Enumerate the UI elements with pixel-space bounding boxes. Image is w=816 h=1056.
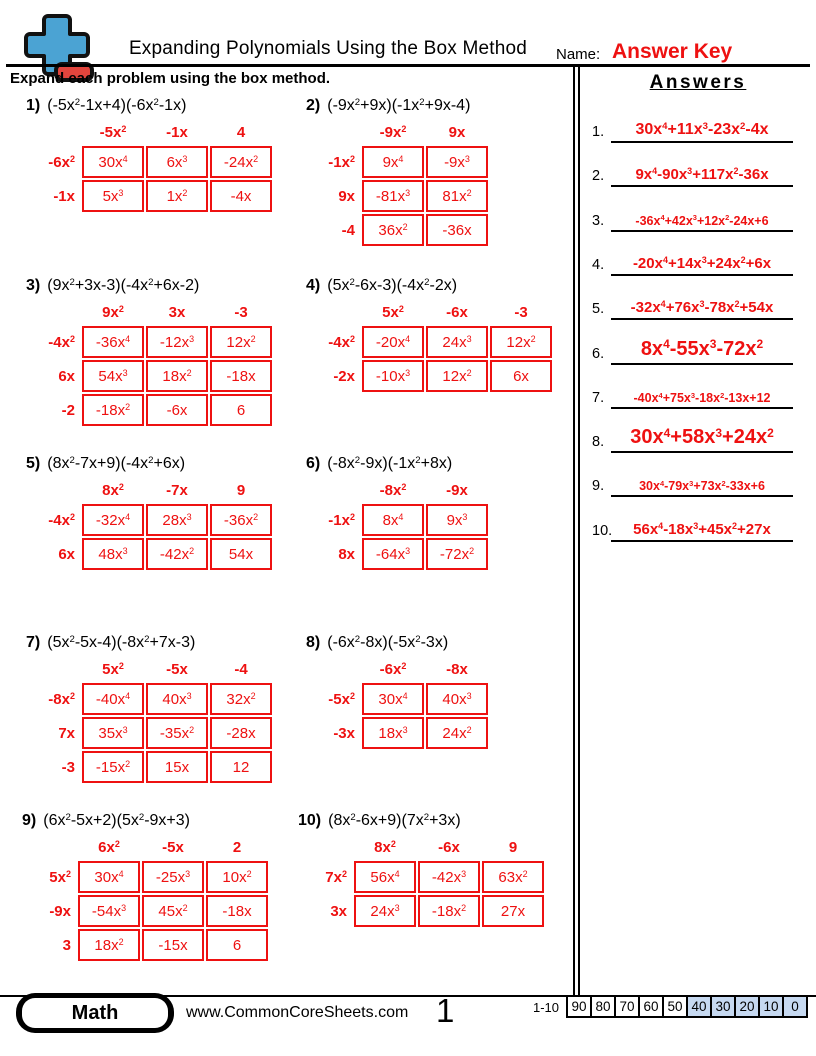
box-method-grid (298, 833, 546, 929)
answer-item-4 (586, 236, 808, 276)
grid-column-header: $8x^2$ (102, 481, 124, 499)
product-cell: $35x^3$ (82, 717, 144, 749)
problem-expression: $(-8x^2-9x)(-1x^2+8x)$ (327, 454, 453, 472)
product-cell: 54x (210, 538, 272, 570)
product-cell: $32x^2$ (210, 683, 272, 715)
grid-column-header: -6x (438, 838, 460, 856)
product-cell: $-18x^2$ (82, 394, 144, 426)
instruction-text: Expand each problem using the box method. (10, 70, 331, 87)
product-cell: 6 (210, 394, 272, 426)
problem-expression: $(-9x^2+9x)(-1x^2+9x-4)$ (327, 96, 471, 114)
answer-value: $30x^4+58x^3+24x^2$ (611, 426, 793, 453)
score-table (566, 995, 808, 1018)
problem-number: 7) (26, 634, 41, 651)
product-cell: $9x^3$ (426, 504, 488, 536)
grid-column-header: $8x^2$ (374, 838, 396, 856)
grid-column-header: $-5x^2$ (99, 123, 127, 141)
grid-row-header: $5x^2$ (49, 868, 71, 886)
grid-row-header: 8x (338, 545, 355, 563)
problem-number: 8) (306, 634, 321, 651)
grid-corner (28, 478, 80, 502)
grid-corner (28, 300, 80, 324)
product-cell: $-42x^3$ (418, 861, 480, 893)
problem-expression: $(-5x^2-1x+4)(-6x^2-1x)$ (47, 96, 187, 114)
product-cell: $12x^2$ (490, 326, 552, 358)
problem-expression: $(-6x^2-8x)(-5x^2-3x)$ (327, 633, 449, 651)
product-cell: $-42x^2$ (146, 538, 208, 570)
score-cell-80: 80 (591, 996, 615, 1017)
answer-value: $30x^4-79x^3+73x^2-33x+6$ (611, 479, 793, 497)
grid-row-header: 6x (58, 367, 75, 385)
answer-item-2 (586, 147, 808, 187)
grid-row-header: $-8x^2$ (48, 690, 75, 708)
problem-8 (306, 634, 578, 751)
grid-row-header: $7x^2$ (325, 868, 347, 886)
product-cell: $24x^2$ (426, 717, 488, 749)
product-cell: -36x (426, 214, 488, 246)
answers-heading: Answers (649, 72, 747, 93)
grid-row-header: -2x (333, 367, 355, 385)
header-rule (6, 64, 810, 67)
product-cell: -28x (210, 717, 272, 749)
product-cell: $30x^4$ (82, 146, 144, 178)
product-cell: $1x^2$ (146, 180, 208, 212)
grid-row-header: 7x (58, 724, 75, 742)
product-cell: $-54x^3$ (78, 895, 140, 927)
answer-number: 6. (592, 345, 605, 362)
grid-row-header: $-1x^2$ (328, 511, 355, 529)
problem-expression: $(6x^2-5x+2)(5x^2-9x+3)$ (43, 811, 190, 829)
product-cell: $56x^4$ (354, 861, 416, 893)
answer-item-5 (586, 280, 808, 320)
grid-row-header: $-4x^2$ (328, 333, 355, 351)
page-number: 1 (436, 992, 455, 1029)
grid-column-header: $5x^2$ (382, 303, 404, 321)
subject-badge-label: Math (22, 998, 168, 1028)
grid-column-header: -8x (446, 660, 468, 678)
problem-number: 4) (306, 277, 321, 294)
grid-row-header: -3x (333, 724, 355, 742)
name-label: Name: (556, 46, 601, 63)
grid-column-header: -7x (166, 481, 188, 499)
problem-number: 9) (22, 812, 37, 829)
grid-corner (308, 657, 360, 681)
product-cell: $-25x^3$ (142, 861, 204, 893)
grid-row-header: -1x (53, 187, 75, 205)
answer-number: 5. (592, 301, 605, 318)
box-method-grid (26, 476, 274, 572)
grid-column-header: $-6x^2$ (379, 660, 407, 678)
website-url: www.CommonCoreSheets.com (186, 1004, 409, 1021)
score-cell-10: 10 (759, 996, 783, 1017)
score-range-label: 1-10 (533, 1000, 560, 1015)
problem-statement (298, 812, 570, 830)
grid-row-header: 3x (330, 902, 347, 920)
answer-number: 9. (592, 478, 605, 495)
answer-item-1 (586, 103, 808, 143)
answer-value: $8x^4-55x^3-72x^2$ (611, 338, 793, 365)
problem-6 (306, 455, 578, 572)
box-method-grid (26, 118, 274, 214)
problem-1 (26, 97, 298, 214)
product-cell: 15x (146, 751, 208, 783)
problem-statement (26, 455, 298, 473)
box-method-grid (26, 298, 274, 428)
problem-statement (306, 97, 578, 115)
score-cell-30: 30 (711, 996, 735, 1017)
product-cell: $-10x^3$ (362, 360, 424, 392)
product-cell: $45x^2$ (142, 895, 204, 927)
answer-value: $30x^4+11x^3-23x^2-4x$ (611, 121, 793, 143)
product-cell: 12 (210, 751, 272, 783)
problem-number: 10) (298, 812, 322, 829)
score-cell-70: 70 (615, 996, 639, 1017)
product-cell: $-32x^4$ (82, 504, 144, 536)
grid-column-header: 9 (236, 481, 246, 499)
grid-row-header: $-1x^2$ (328, 153, 355, 171)
answer-value: $-32x^4+76x^3-78x^2+54x$ (611, 299, 793, 320)
product-cell: $18x^2$ (78, 929, 140, 961)
score-cell-90: 90 (567, 996, 591, 1017)
product-cell: $-35x^2$ (146, 717, 208, 749)
score-cell-20: 20 (735, 996, 759, 1017)
grid-column-header: $9x^2$ (102, 303, 124, 321)
product-cell: $28x^3$ (146, 504, 208, 536)
grid-column-header: $-8x^2$ (379, 481, 407, 499)
problem-statement (306, 634, 578, 652)
answer-number: 2. (592, 168, 605, 185)
grid-row-header: -2 (61, 401, 75, 419)
box-method-grid (306, 118, 490, 248)
grid-row-header: -9x (49, 902, 71, 920)
product-cell: $-72x^2$ (426, 538, 488, 570)
grid-column-header: $6x^2$ (98, 838, 120, 856)
grid-column-header: $5x^2$ (102, 660, 124, 678)
grid-row-header: 9x (338, 187, 355, 205)
problem-10 (298, 812, 570, 929)
grid-column-header: -6x (446, 303, 468, 321)
problem-statement (22, 812, 294, 830)
problem-expression: $(5x^2-6x-3)(-4x^2-2x)$ (327, 276, 458, 294)
product-cell: $48x^3$ (82, 538, 144, 570)
grid-corner (308, 300, 360, 324)
product-cell: $30x^4$ (362, 683, 424, 715)
answer-number: 4. (592, 256, 605, 273)
grid-corner (24, 835, 76, 859)
answer-item-9 (586, 457, 808, 497)
score-cell-0: 0 (783, 996, 807, 1017)
problem-expression: $(9x^2+3x-3)(-4x^2+6x-2)$ (47, 276, 200, 294)
problem-statement (26, 634, 298, 652)
product-cell: -15x (142, 929, 204, 961)
product-cell: $24x^3$ (426, 326, 488, 358)
problem-statement (306, 277, 578, 295)
answer-number: 7. (592, 389, 605, 406)
product-cell: $40x^3$ (146, 683, 208, 715)
product-cell: $-18x^2$ (418, 895, 480, 927)
answer-item-3 (586, 192, 808, 232)
product-cell: $6x^3$ (146, 146, 208, 178)
product-cell: 6x (490, 360, 552, 392)
answer-number: 1. (592, 124, 605, 140)
answer-value: $-20x^4+14x^3+24x^2+6x$ (611, 255, 793, 276)
grid-column-header: $-9x^2$ (379, 123, 407, 141)
product-cell: $10x^2$ (206, 861, 268, 893)
grid-corner (28, 120, 80, 144)
grid-row-header: 3 (62, 936, 71, 954)
grid-corner (300, 835, 352, 859)
box-method-grid (306, 476, 490, 572)
product-cell: $-20x^4$ (362, 326, 424, 358)
answer-number: 8. (592, 434, 605, 451)
problem-statement (306, 455, 578, 473)
score-cell-60: 60 (639, 996, 663, 1017)
product-cell: $8x^4$ (362, 504, 424, 536)
grid-row-header: $-4x^2$ (48, 333, 75, 351)
product-cell: -18x (206, 895, 268, 927)
product-cell: $5x^3$ (82, 180, 144, 212)
product-cell: $9x^4$ (362, 146, 424, 178)
problem-number: 6) (306, 455, 321, 472)
product-cell: $-40x^4$ (82, 683, 144, 715)
problem-4 (306, 277, 578, 394)
grid-column-header: 9 (508, 838, 518, 856)
grid-column-header: -3 (514, 303, 528, 321)
grid-column-header: -9x (446, 481, 468, 499)
answer-value: $9x^4-90x^3+117x^2-36x$ (611, 166, 793, 187)
name-value-answer-key: Answer Key (612, 40, 733, 63)
grid-column-header: -1x (166, 123, 188, 141)
product-cell: $-24x^2$ (210, 146, 272, 178)
problem-statement (26, 97, 298, 115)
grid-row-header: $-4x^2$ (48, 511, 75, 529)
answer-item-6 (586, 325, 808, 365)
product-cell: $18x^3$ (362, 717, 424, 749)
answer-number: 10. (592, 522, 613, 539)
product-cell: $-36x^2$ (210, 504, 272, 536)
product-cell: $-36x^4$ (82, 326, 144, 358)
product-cell: 27x (482, 895, 544, 927)
problem-number: 2) (306, 97, 321, 114)
problem-2 (306, 97, 578, 248)
grid-column-header: 4 (236, 123, 246, 141)
problem-5 (26, 455, 298, 572)
product-cell: $-12x^3$ (146, 326, 208, 358)
grid-column-header: 2 (232, 838, 242, 856)
answer-item-10 (586, 502, 808, 542)
score-cell-40: 40 (687, 996, 711, 1017)
answer-value: $-40x^4+75x^3-18x^2-13x+12$ (611, 391, 793, 409)
product-cell: $36x^2$ (362, 214, 424, 246)
problem-expression: $(8x^2-7x+9)(-4x^2+6x)$ (47, 454, 186, 472)
problem-number: 5) (26, 455, 41, 472)
grid-corner (28, 657, 80, 681)
product-cell: $12x^2$ (426, 360, 488, 392)
problem-expression: $(8x^2-6x+9)(7x^2+3x)$ (328, 811, 461, 829)
problem-9 (22, 812, 294, 963)
product-cell: 6 (206, 929, 268, 961)
grid-column-header: -4 (234, 660, 248, 678)
grid-column-header: 9x (448, 123, 466, 141)
grid-corner (308, 120, 360, 144)
product-cell: -18x (210, 360, 272, 392)
grid-row-header: -4 (341, 221, 355, 239)
product-cell: $-9x^3$ (426, 146, 488, 178)
grid-column-header: -5x (162, 838, 184, 856)
grid-row-header: $-6x^2$ (48, 153, 75, 171)
score-cell-50: 50 (663, 996, 687, 1017)
product-cell: $54x^3$ (82, 360, 144, 392)
problem-statement (26, 277, 298, 295)
product-cell: $18x^2$ (146, 360, 208, 392)
product-cell: $-15x^2$ (82, 751, 144, 783)
product-cell: $81x^2$ (426, 180, 488, 212)
problem-number: 3) (26, 277, 41, 294)
grid-row-header: 6x (58, 545, 75, 563)
answer-value: $-36x^4+42x^3+12x^2-24x+6$ (611, 214, 793, 232)
box-method-grid (306, 655, 490, 751)
page-title: Expanding Polynomials Using the Box Method (128, 38, 528, 59)
product-cell: $40x^3$ (426, 683, 488, 715)
box-method-grid (306, 298, 554, 394)
problem-number: 1) (26, 97, 41, 114)
grid-corner (308, 478, 360, 502)
answer-item-7 (586, 369, 808, 409)
answer-number: 3. (592, 212, 605, 229)
score-table-row (567, 996, 807, 1017)
grid-column-header: 3x (168, 303, 186, 321)
product-cell: $24x^3$ (354, 895, 416, 927)
answer-value: $56x^4-18x^3+45x^2+27x$ (611, 521, 793, 542)
product-cell: $30x^4$ (78, 861, 140, 893)
subject-badge (16, 993, 174, 1033)
answer-item-8 (586, 413, 808, 453)
problem-7 (26, 634, 298, 785)
box-method-grid (26, 655, 274, 785)
product-cell: -6x (146, 394, 208, 426)
product-cell: -4x (210, 180, 272, 212)
problem-3 (26, 277, 298, 428)
grid-row-header: $-5x^2$ (328, 690, 355, 708)
problem-expression: $(5x^2-5x-4)(-8x^2+7x-3)$ (47, 633, 196, 651)
product-cell: $-81x^3$ (362, 180, 424, 212)
grid-row-header: -3 (61, 758, 75, 776)
grid-column-header: -3 (234, 303, 248, 321)
product-cell: $12x^2$ (210, 326, 272, 358)
box-method-grid (22, 833, 270, 963)
product-cell: $63x^2$ (482, 861, 544, 893)
product-cell: $-64x^3$ (362, 538, 424, 570)
grid-column-header: -5x (166, 660, 188, 678)
